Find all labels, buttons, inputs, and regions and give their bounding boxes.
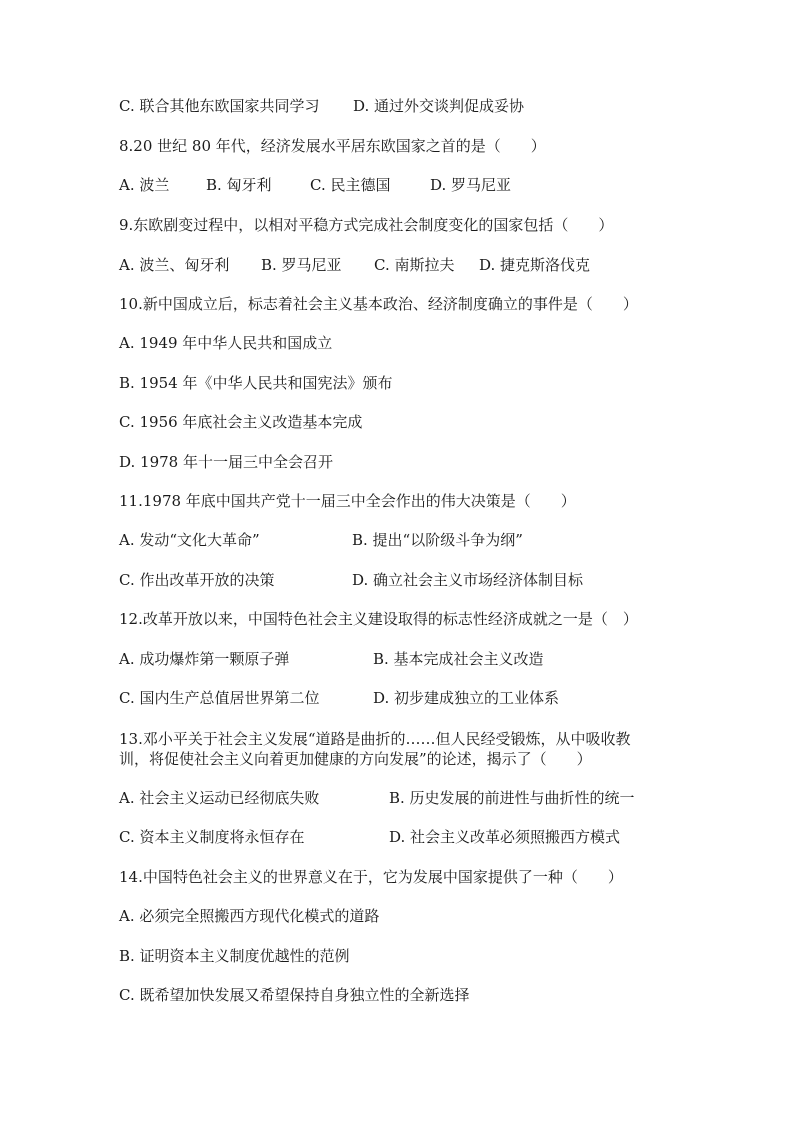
q11-option-c: C. 作出改革开放的决策 xyxy=(119,571,275,589)
q7-option-d: D. 通过外交谈判促成妥协 xyxy=(353,97,525,115)
q12-option-a: A. 成功爆炸第一颗原子弹 xyxy=(119,650,290,668)
q11-option-b: B. 提出“以阶级斗争为纲” xyxy=(352,531,523,549)
q11-stem: 11.1978 年底中国共产党十一届三中全会作出的伟大决策是（ ） xyxy=(119,492,576,510)
q9-option-c: C. 南斯拉夫 xyxy=(374,256,455,274)
q8-option-b: B. 匈牙利 xyxy=(206,176,272,194)
q12-stem: 12.改革开放以来，中国特色社会主义建设取得的标志性经济成就之一是（ ） xyxy=(119,610,638,628)
q8-stem: 8.20 世纪 80 年代，经济发展水平居东欧国家之首的是（ ） xyxy=(119,137,546,155)
q13-option-c: C. 资本主义制度将永恒存在 xyxy=(119,828,305,846)
q11-option-a: A. 发动“文化大革命” xyxy=(119,531,260,549)
q14-stem: 14.中国特色社会主义的世界意义在于，它为发展中国家提供了一种（ ） xyxy=(119,868,623,886)
q10-option-c: C. 1956 年底社会主义改造基本完成 xyxy=(119,413,363,431)
q8-option-d: D. 罗马尼亚 xyxy=(430,176,512,194)
q10-option-b: B. 1954 年《中华人民共和国宪法》颁布 xyxy=(119,374,393,392)
q10-option-a: A. 1949 年中华人民共和国成立 xyxy=(119,334,333,352)
q9-option-a: A. 波兰、匈牙利 xyxy=(119,256,230,274)
q12-option-d: D. 初步建成独立的工业体系 xyxy=(373,689,560,707)
q14-option-b: B. 证明资本主义制度优越性的范例 xyxy=(119,947,350,965)
q12-option-c: C. 国内生产总值居世界第二位 xyxy=(119,689,320,707)
q9-option-d: D. 捷克斯洛伐克 xyxy=(479,256,591,274)
q10-stem: 10.新中国成立后，标志着社会主义基本政治、经济制度确立的事件是（ ） xyxy=(119,295,638,313)
q9-option-b: B. 罗马尼亚 xyxy=(261,256,342,274)
q11-option-d: D. 确立社会主义市场经济体制目标 xyxy=(352,571,584,589)
q10-option-d: D. 1978 年十一届三中全会召开 xyxy=(119,453,333,471)
q13-option-d: D. 社会主义改革必须照搬西方模式 xyxy=(389,828,621,846)
q7-option-c: C. 联合其他东欧国家共同学习 xyxy=(119,97,320,115)
q8-option-a: A. 波兰 xyxy=(119,176,170,194)
q12-option-b: B. 基本完成社会主义改造 xyxy=(373,650,544,668)
q13-option-b: B. 历史发展的前进性与曲折性的统一 xyxy=(389,789,635,807)
q14-option-c: C. 既希望加快发展又希望保持自身独立性的全新选择 xyxy=(119,986,470,1004)
q13-option-a: A. 社会主义运动已经彻底失败 xyxy=(119,789,320,807)
q13-stem-line1: 13.邓小平关于社会主义发展“道路是曲折的……但人民经受锻炼，从中吸收教 xyxy=(119,730,631,748)
q8-option-c: C. 民主德国 xyxy=(310,176,391,194)
q9-stem: 9.东欧剧变过程中，以相对平稳方式完成社会制度变化的国家包括（ ） xyxy=(119,216,614,234)
q13-stem-line2: 训，将促使社会主义向着更加健康的方向发展”的论述，揭示了（ ） xyxy=(119,750,592,768)
q14-option-a: A. 必须完全照搬西方现代化模式的道路 xyxy=(119,907,380,925)
